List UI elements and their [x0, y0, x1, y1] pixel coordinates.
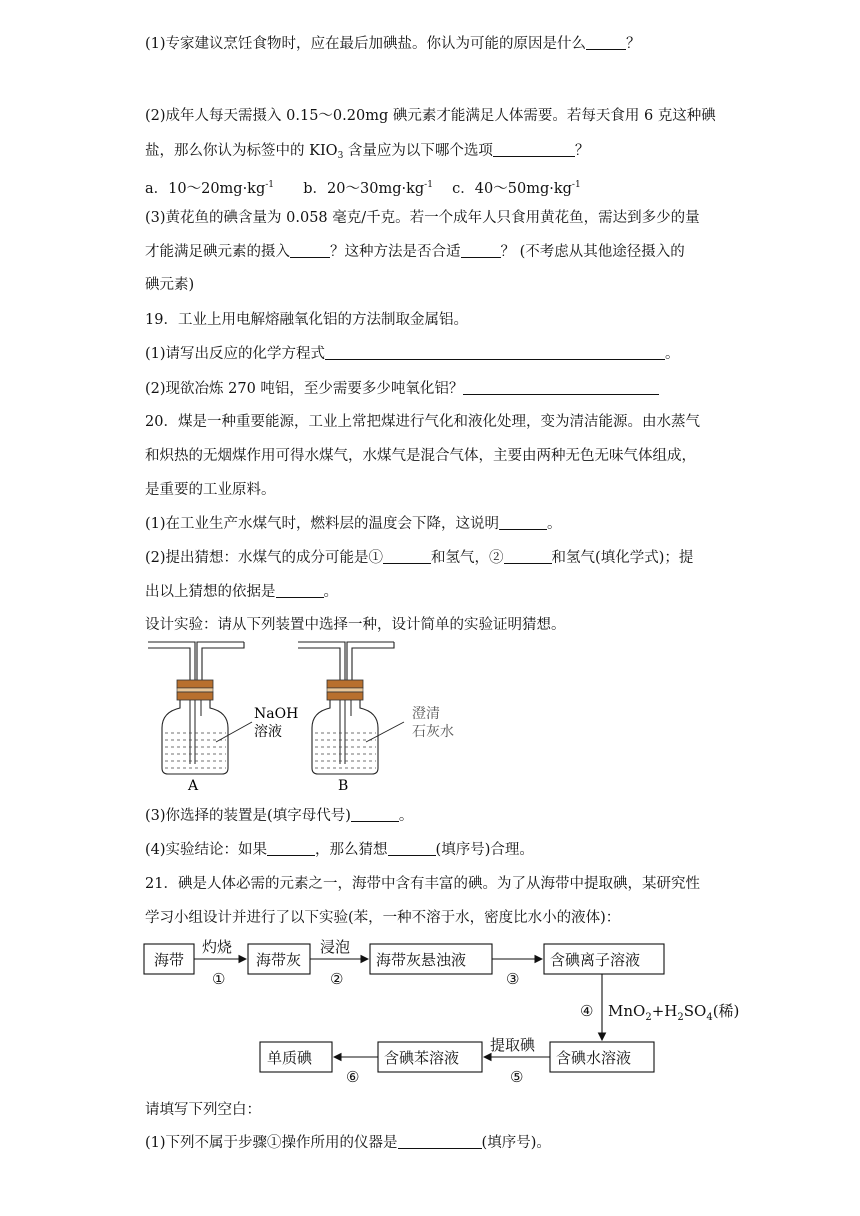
q18-part3-line1: (3)黄花鱼的碘含量为 0.058 毫克/千克。若一个成年人只食用黄花鱼，需达到多少的量: [145, 210, 700, 226]
bottle-a-letter: A: [188, 778, 199, 794]
option-c: c．$40\sim 50mg\cdot kg^{-1}$: [452, 180, 581, 197]
bottle-b-label-line1: 澄清: [412, 706, 440, 722]
q18-part2-line2: 盐，那么你认为标签中的 $KIO_3$ 含量应为以下哪个选项 ？: [145, 143, 590, 161]
q19-part1: (1)请写出反应的化学方程式 。: [145, 346, 680, 362]
bottle-a-label-line1: NaOH: [254, 706, 299, 722]
flow-op-soak: 浸泡: [320, 938, 351, 956]
q20-stem-line3: 是重要的工业原料。: [145, 482, 276, 498]
q20-stem-line1: 20．煤是一种重要能源，工业上常把煤进行气化和液化处理，变为清洁能源。由水蒸气: [145, 414, 700, 430]
answer-blank[interactable]: [351, 806, 399, 822]
option-b: b．$20\sim 30mg\cdot kg^{-1}$: [303, 180, 433, 197]
flow-label-iodine: 单质碘: [267, 1049, 313, 1067]
q21-part1: (1)下列不属于步骤①操作所用的仪器是 (填序号)。: [145, 1135, 551, 1151]
q18-options: [145, 175, 581, 199]
q21-stem-line2: 学习小组设计并进行了以下实验(苯，一种不溶于水，密度比水小的液体)：: [145, 910, 621, 926]
q20-design-instruction: 设计实验：请从下列装置中选择一种，设计简单的实验证明猜想。: [145, 617, 566, 633]
answer-blank[interactable]: [463, 379, 659, 395]
flow-label-iodine-benzene: 含碘苯溶液: [384, 1049, 460, 1067]
q18-part2-line1: (2)成年人每天需摄入 0.15～0.20mg 碘元素才能满足人体需要。若每天食用 6 克这种碘: [145, 108, 716, 124]
flow-op-burn: 灼烧: [202, 938, 233, 956]
flow-label-ash-suspension: 海带灰悬浊液: [376, 951, 467, 969]
answer-blank[interactable]: [586, 34, 626, 50]
q18-part3-line3: 碘元素): [145, 277, 195, 293]
bottle-b-letter: B: [338, 778, 349, 794]
flow-reagent-4: $MnO_2+H_2SO_4$(稀): [608, 1002, 740, 1023]
flow-label-iodine-water: 含碘水溶液: [556, 1049, 632, 1067]
q20-part3: (3)你选择的装置是(填字母代号) 。: [145, 808, 414, 824]
q20-part4: (4)实验结论：如果 ，那么猜想 (填序号)合理。: [145, 842, 534, 858]
flow-label-seaweed: 海带: [154, 951, 185, 969]
answer-blank[interactable]: [290, 242, 330, 258]
iodine-extraction-flowchart: [140, 932, 740, 1092]
flow-step-6: ⑥: [346, 1068, 360, 1086]
q19-part2: (2)现欲冶炼 270 吨铝，至少需要多少吨氧化铝？: [145, 379, 659, 399]
answer-blank[interactable]: [504, 548, 552, 564]
answer-blank[interactable]: [499, 514, 547, 530]
option-a: a．$10\sim 20mg\cdot kg^{-1}$: [145, 180, 275, 197]
answer-blank[interactable]: [398, 1133, 482, 1149]
answer-blank[interactable]: [267, 840, 315, 856]
flow-step-1: ①: [212, 970, 226, 988]
answer-blank[interactable]: [383, 548, 431, 564]
q21-fill-instruction: 请填写下列空白：: [145, 1102, 261, 1118]
answer-blank[interactable]: [461, 242, 501, 258]
bottle-a-label-line2: 溶液: [254, 724, 282, 740]
bottle-b-label-line2: 石灰水: [412, 724, 454, 740]
flow-label-seaweed-ash: 海带灰: [256, 951, 302, 969]
q20-stem-line2: 和炽热的无烟煤作用可得水煤气，水煤气是混合气体，主要由两种无色无味气体组成，: [145, 448, 696, 464]
gas-washing-bottles-diagram: [140, 638, 470, 796]
bottle-b: [312, 680, 454, 794]
bottle-a: [162, 680, 298, 794]
flow-step-5: ⑤: [510, 1068, 524, 1086]
q21-stem-line1: 21．碘是人体必需的元素之一，海带中含有丰富的碘。为了从海带中提取碘，某研究性: [145, 876, 700, 892]
q18-part3-line2: 才能满足碘元素的摄入 ？这种方法是否合适 ？ (不考虑从其他途径摄入的: [145, 244, 685, 260]
flow-step-3: ③: [506, 970, 520, 988]
answer-blank[interactable]: [388, 840, 436, 856]
q20-part2-line1: (2)提出猜想：水煤气的成分可能是① 和氢气，② 和氢气(填化学式)；提: [145, 550, 694, 566]
q20-part1: (1)在工业生产水煤气时，燃料层的温度会下降，这说明 。: [145, 516, 562, 532]
q18-part1: (1)专家建议烹饪食物时，应在最后加碘盐。你认为可能的原因是什么 ？: [145, 36, 641, 52]
q19-stem: 19．工业上用电解熔融氧化铝的方法制取金属铝。: [145, 312, 468, 328]
flow-label-iodide-solution: 含碘离子溶液: [550, 951, 641, 969]
flow-op-extract: 提取碘: [490, 1036, 536, 1054]
flow-step-4: ④: [580, 1002, 594, 1020]
q20-part2-line2: 出以上猜想的依据是 。: [145, 584, 338, 600]
flow-step-2: ②: [330, 970, 344, 988]
answer-blank[interactable]: [276, 582, 324, 598]
answer-blank[interactable]: [325, 344, 665, 360]
answer-blank[interactable]: [493, 141, 575, 157]
